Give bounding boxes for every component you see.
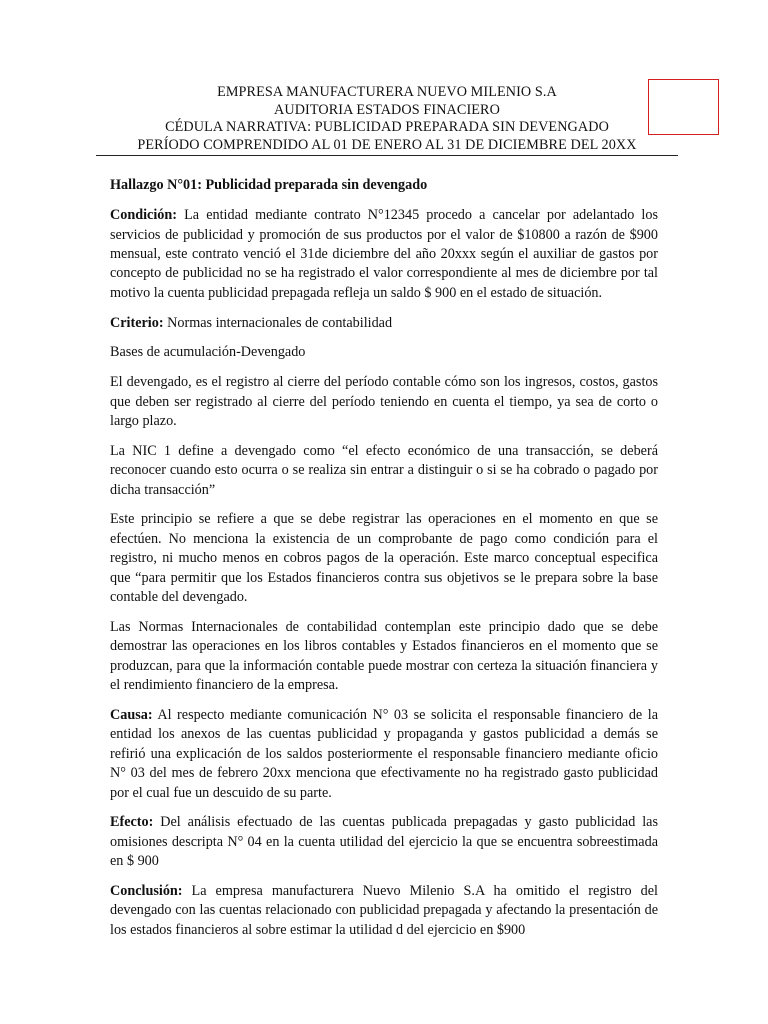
nic1-paragraph: La NIC 1 define a devengado como “el efecto económico de una transacción, se deberá reconocer cuando esto ocurra o se realiza sin entrar a distinguir o si se ha cobrado o pagado por dicha transacción” xyxy=(110,442,658,498)
audit-title: AUDITORIA ESTADOS FINACIERO xyxy=(274,101,500,118)
document-body xyxy=(110,176,658,951)
principle-text: Este principio se refiere a que se debe registrar las operaciones en el momento en que se efectúen. No menciona la existencia de un comprobante de pago como condición para el registro, ni mucho menos en cobros pagos de la operación. Este marco conceptual especifica que “para permitir que los Estados financieros contra sus objetivos se le prepara sobre la base contable del devengado. xyxy=(110,511,658,606)
company-name: EMPRESA MANUFACTURERA NUEVO MILENIO S.A xyxy=(217,84,557,100)
effect-paragraph xyxy=(110,813,658,871)
principle-paragraph xyxy=(110,510,658,607)
reference-stamp-box xyxy=(648,79,719,135)
criterion-label: Criterio: xyxy=(110,314,164,331)
accrual-basis-heading: Bases de acumulación-Devengado xyxy=(110,344,306,361)
document-header xyxy=(96,84,678,154)
condition-label: Condición: xyxy=(110,207,178,224)
conclusion-paragraph xyxy=(110,882,658,940)
condition-text: La entidad mediante contrato N°12345 procedo a cancelar por adelantado los servicios de publicidad y promoción de sus productos por el valor de $10800 a razón de $900 mensual, este contrato venció el 31de diciembre del año 20xxx según el auxiliar de gastos por concepto de publicidad no se ha registrado el valor correspondiente al mes de diciembre por tal motivo la cuenta publicidad prepagada refleja un saldo $ 900 en el estado de situación. xyxy=(110,207,658,301)
cause-label: Causa: xyxy=(110,706,153,723)
period-covered: PERÍODO COMPRENDIDO AL 01 DE ENERO AL 31 DE DICIEMBRE DEL 20XX xyxy=(137,136,637,153)
cause-paragraph xyxy=(110,706,658,803)
header-divider xyxy=(96,155,678,156)
conclusion-text: La empresa manufacturera Nuevo Milenio S.A ha omitido el registro del devengado con las cuentas relacionado con publicidad prepagada y afectando la presentación de los estados financieros al sobre estimar la utilidad d del ejercicio en $900 xyxy=(110,882,658,938)
effect-label: Efecto: xyxy=(110,814,154,831)
effect-text: Del análisis efectuado de las cuentas publicada prepagadas y gasto publicidad las omisiones descripta N° 04 en la cuenta utilidad del ejercicio la que se encuentra sobreestimada en $ 900 xyxy=(110,814,658,870)
narrative-schedule-title: CÉDULA NARRATIVA: PUBLICIDAD PREPARADA SIN DEVENGADO xyxy=(165,119,609,135)
finding-title: Hallazgo N°01: Publicidad preparada sin devengado xyxy=(110,177,428,193)
accrual-definition-paragraph: El devengado, es el registro al cierre del período contable cómo son los ingresos, costos, gastos que deben ser registrado al cierre del período teniendo en cuenta el tiempo, ya sea de corto o largo plazo. xyxy=(110,374,658,430)
criterion-text: Normas internacionales de contabilidad xyxy=(163,314,393,331)
international-standards-paragraph: Las Normas Internacionales de contabilidad contemplan este principio dado que se debe demostrar las operaciones en los libros contables y Estados financieros en el momento que se produzcan, para que la información contable puede mostrar con certeza la situación financiera y el rendimiento financiero de la empresa. xyxy=(110,618,658,694)
criterion-paragraph xyxy=(110,314,658,333)
conclusion-label: Conclusión: xyxy=(110,882,183,899)
condition-paragraph xyxy=(110,206,658,303)
cause-text: Al respecto mediante comunicación N° 03 se solicita el responsable financiero de la entidad los anexos de las cuentas publicidad y propaganda y gastos publicidad a demás se refirió una explicación de los saldos posteriormente el responsable financiero mediante oficio N° 03 del mes de febrero 20xx menciona que efectivamente no ha registrado gasto publicidad por el cual fue un descuido de su parte. xyxy=(110,706,658,801)
